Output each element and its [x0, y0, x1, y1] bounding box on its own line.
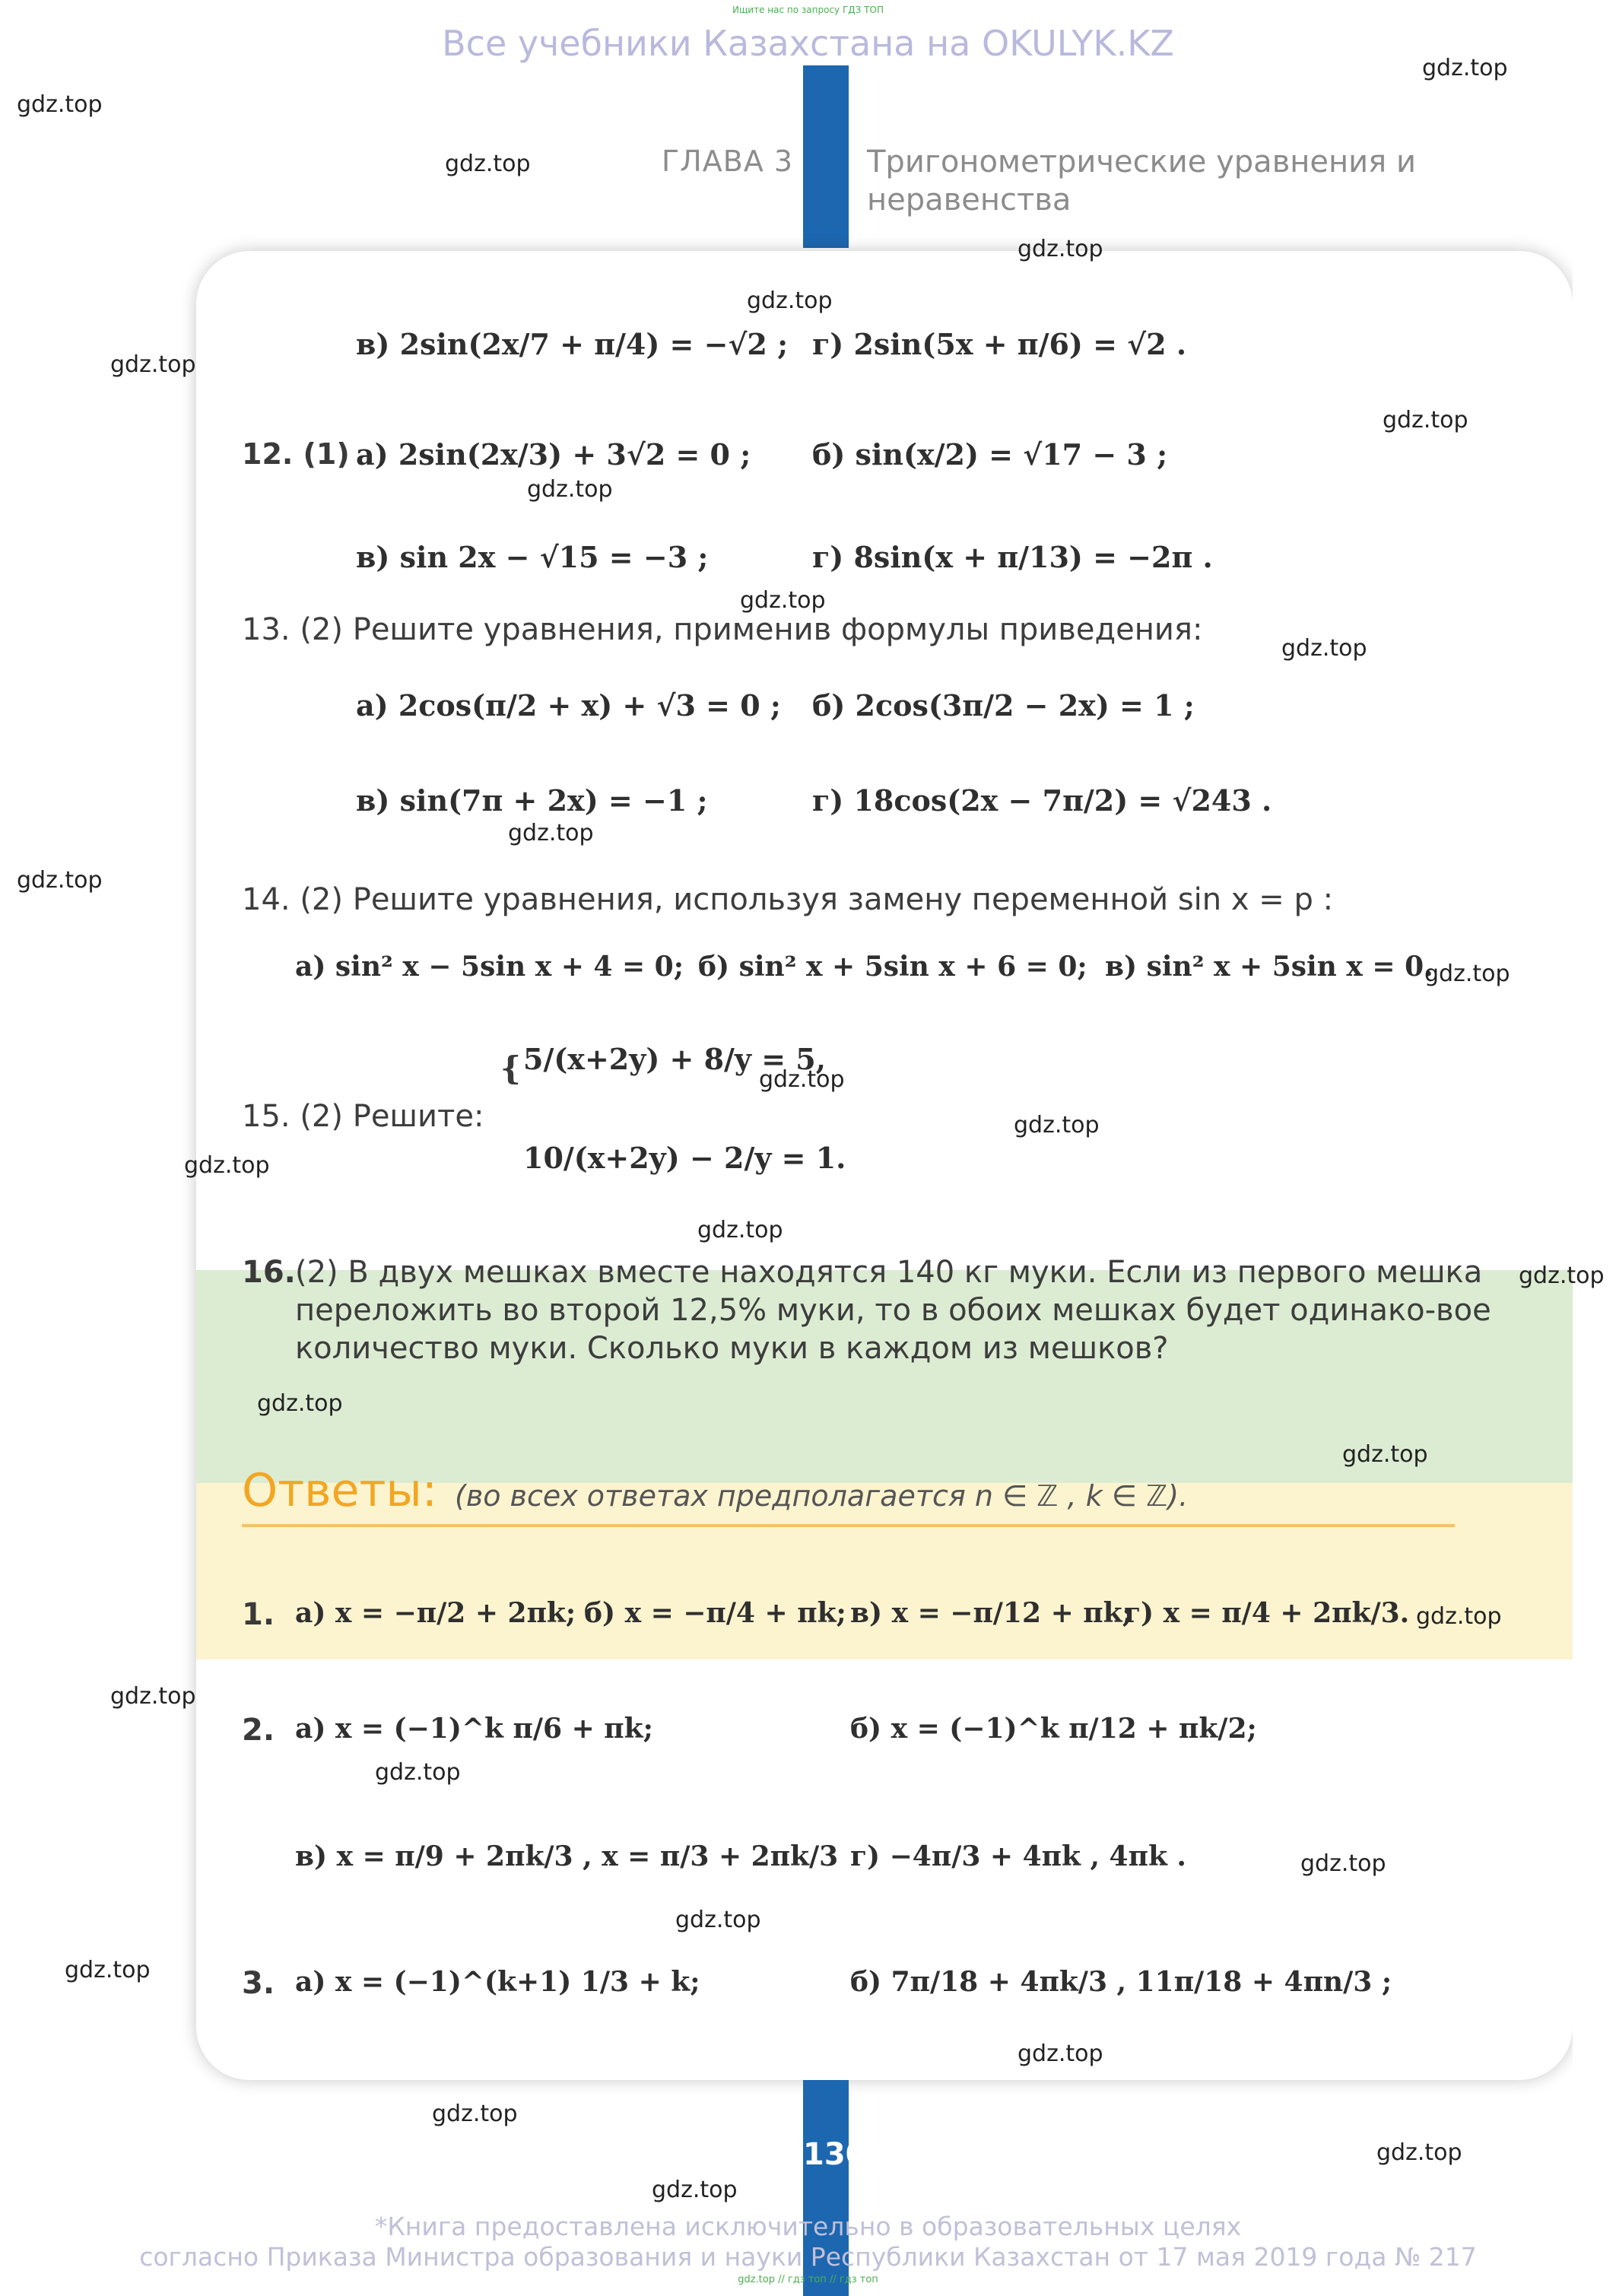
watermark: gdz.top — [1422, 55, 1508, 81]
bottom-note: gdz.top // гдз топ // гдз топ — [738, 2274, 878, 2285]
answer-3-b: б) 7π/18 + 4πk/3 , 11π/18 + 4πn/3 ; — [850, 1966, 1392, 1998]
footer-line-1: *Книга предоставлена исключительно в образовательных целях — [374, 2212, 1242, 2241]
watermark: gdz.top — [1424, 961, 1510, 987]
task-12-a: а) 2sin(2x/3) + 3√2 = 0 ; — [356, 437, 751, 472]
answer-2-a: а) x = (−1)^k π/6 + πk; — [295, 1713, 653, 1745]
answer-3-a: а) x = (−1)^(k+1) 1/3 + k; — [295, 1966, 700, 1998]
answer-2-b: б) x = (−1)^k π/12 + πk/2; — [850, 1713, 1257, 1745]
watermark: gdz.top — [17, 91, 103, 118]
answer-3-num: 3. — [242, 1966, 275, 2001]
task-15-eq2: 10/(x+2y) − 2/y = 1. — [523, 1141, 846, 1175]
answer-2-num: 2. — [242, 1713, 275, 1748]
task-14-v: в) sin² x + 5sin x = 0. — [1105, 951, 1433, 983]
watermark: gdz.top — [1014, 1112, 1100, 1138]
answers-rule — [242, 1524, 1455, 1527]
answer-1-a: а) x = −π/2 + 2πk; — [295, 1597, 576, 1629]
watermark: gdz.top — [675, 1907, 761, 1933]
footer-line-2: согласно Приказа Министра образования и науки Республики Казахстан от 17 мая 2019 года № 217 — [139, 2242, 1477, 2272]
task-13-head: 13. (2) Решите уравнения, применив формулы приведения: — [242, 612, 1203, 647]
watermark: gdz.top — [1519, 1262, 1605, 1289]
page-number: 130 — [803, 2137, 867, 2172]
answer-1-num: 1. — [242, 1597, 275, 1632]
task-16-text: (2) В двух мешках вместе находятся 140 кг муки. Если из первого мешка переложить во второй 12,5% муки, то в обоих мешках будет одинако-вое количество муки. Сколько муки в каждом из мешков? — [295, 1255, 1491, 1366]
top-note: Ищите нас по запросу ГДЗ ТОП — [732, 5, 884, 15]
task-11-v: в) 2sin(2x/7 + π/4) = −√2 ; — [356, 327, 789, 361]
site-banner: Все учебники Казахстана на OKULYK.KZ — [442, 23, 1174, 64]
task-12-v: в) sin 2x − √15 = −3 ; — [356, 540, 709, 574]
watermark: gdz.top — [697, 1217, 783, 1243]
watermark: gdz.top — [1383, 407, 1468, 433]
watermark: gdz.top — [747, 287, 833, 314]
watermark: gdz.top — [1018, 236, 1103, 262]
system-brace: { — [500, 1050, 522, 1087]
watermark: gdz.top — [759, 1066, 845, 1093]
task-12-g: г) 8sin(x + π/13) = −2π . — [812, 540, 1213, 574]
task-15-eq1: 5/(x+2y) + 8/y = 5, — [523, 1042, 826, 1076]
answers-note: (во всех ответах предполагается n ∈ ℤ , k ∈ ℤ). — [455, 1479, 1189, 1513]
answers-title: Ответы: — [242, 1464, 437, 1517]
watermark: gdz.top — [1376, 2139, 1462, 2166]
watermark: gdz.top — [375, 1759, 461, 1786]
chapter-title: Тригонометрические уравнения и неравенства — [867, 144, 1416, 218]
answer-1-g: г) x = π/4 + 2πk/3. — [1124, 1597, 1410, 1629]
watermark: gdz.top — [110, 351, 196, 378]
task-13-a: а) 2cos(π/2 + x) + √3 = 0 ; — [356, 688, 781, 722]
task-14-head: 14. (2) Решите уравнения, используя замену переменной sin x = p : — [242, 882, 1334, 917]
task-14-a: а) sin² x − 5sin x + 4 = 0; — [295, 951, 684, 983]
task-11-g: г) 2sin(5x + π/6) = √2 . — [812, 327, 1187, 361]
task-13-v: в) sin(7π + 2x) = −1 ; — [356, 783, 708, 818]
task-12-head: 12. (1) — [242, 437, 350, 471]
watermark: gdz.top — [432, 2101, 518, 2127]
watermark: gdz.top — [740, 587, 826, 614]
task-12-b: б) sin(x/2) = √17 − 3 ; — [812, 437, 1168, 472]
task-13-g: г) 18cos(2x − 7π/2) = √243 . — [812, 783, 1272, 818]
watermark: gdz.top — [1416, 1603, 1502, 1630]
page-card — [196, 251, 1573, 2080]
watermark: gdz.top — [1281, 635, 1367, 662]
chapter-bar — [803, 65, 849, 248]
watermark: gdz.top — [110, 1683, 196, 1710]
watermark: gdz.top — [17, 867, 103, 894]
watermark: gdz.top — [1342, 1441, 1428, 1468]
task-16-num: 16. — [242, 1255, 296, 1290]
page-edge — [1573, 251, 1616, 2080]
answer-1-b: б) x = −π/4 + πk; — [584, 1597, 846, 1629]
watermark: gdz.top — [257, 1390, 343, 1417]
answer-2-v: в) x = π/9 + 2πk/3 , x = π/3 + 2πk/3 — [295, 1840, 839, 1872]
watermark: gdz.top — [184, 1152, 270, 1179]
answer-1-v: в) x = −π/12 + πk; — [850, 1597, 1132, 1629]
answer-2-g: г) −4π/3 + 4πk , 4πk . — [850, 1840, 1186, 1872]
chapter-label: ГЛАВА 3 — [662, 144, 794, 178]
task-13-b: б) 2cos(3π/2 − 2x) = 1 ; — [812, 688, 1195, 722]
task-15-head: 15. (2) Решите: — [242, 1099, 484, 1134]
watermark: gdz.top — [652, 2177, 738, 2203]
watermark: gdz.top — [508, 820, 594, 846]
watermark: gdz.top — [1300, 1850, 1386, 1877]
watermark: gdz.top — [65, 1957, 151, 1983]
watermark: gdz.top — [445, 151, 531, 177]
task-14-b: б) sin² x + 5sin x + 6 = 0; — [698, 951, 1087, 983]
watermark: gdz.top — [1018, 2040, 1103, 2067]
watermark: gdz.top — [527, 476, 613, 503]
